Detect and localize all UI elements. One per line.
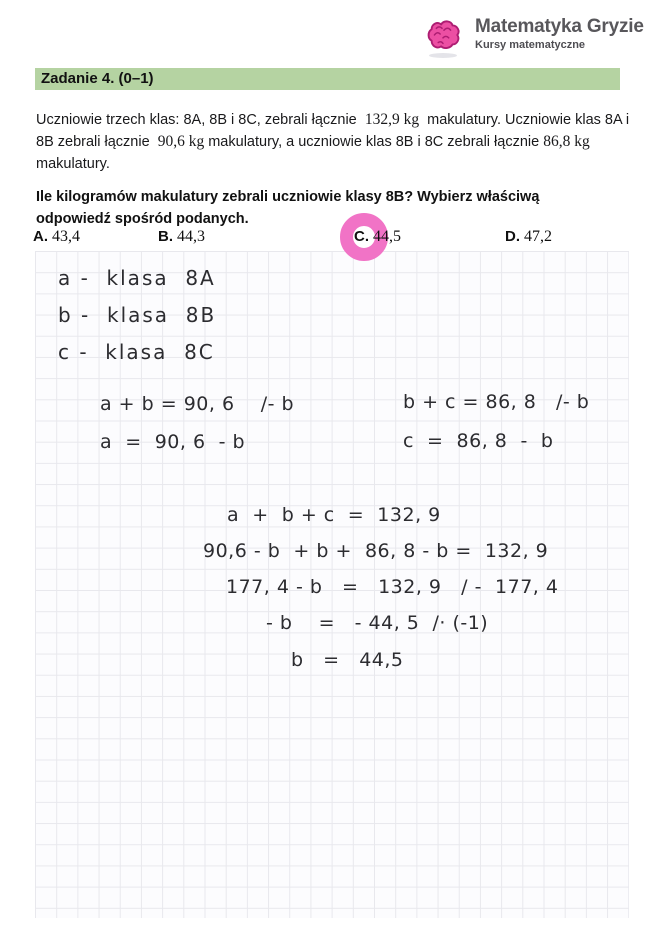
handwritten-equation: a = 90, 6 - b (100, 431, 246, 453)
brain-icon (424, 13, 462, 59)
brand-subtitle: Kursy matematyczne (475, 39, 586, 51)
problem-number: 132,9 kg (364, 110, 420, 128)
answer-option-a (33, 228, 80, 246)
brand-title: Matematyka Gryzie (475, 16, 644, 37)
problem-seg: Uczniowie trzech klas: 8A, 8B i 8C, zebrali łącznie (36, 111, 365, 128)
answer-value: 47,2 (524, 228, 552, 245)
answer-label: D. (505, 228, 520, 245)
answer-option-b (158, 228, 205, 246)
answer-value: 44,3 (177, 228, 205, 245)
brand-logo (424, 13, 644, 59)
answer-label: A. (33, 228, 48, 245)
problem-seg: makulatury, a uczniowie klas 8B i 8C zebrali łącznie (204, 133, 544, 150)
answer-option-d (505, 228, 552, 246)
handwritten-definition: b - klasa 8B (58, 303, 217, 327)
answer-value: 43,4 (52, 228, 80, 245)
problem-text (36, 109, 634, 176)
handwritten-equation: a + b = 90, 6 /- b (100, 393, 295, 415)
handwritten-result: b = 44,5 (291, 649, 404, 671)
answer-option-c (354, 228, 401, 246)
handwritten-definition: c - klasa 8C (58, 340, 215, 364)
handwritten-equation: - b = - 44, 5 /· (-1) (266, 612, 489, 634)
answer-value: 44,5 (373, 228, 401, 245)
problem-seg: makulatury. Uczniowie klas 8A i 8B zebrali łącznie (36, 111, 634, 150)
handwritten-equation: c = 86, 8 - b (403, 430, 554, 452)
problem-number: 90,6 kg (157, 132, 205, 150)
task-header: Zadanie 4. (0–1) (35, 68, 620, 90)
answer-label: C. (354, 228, 369, 245)
brain-icon-svg (424, 13, 462, 55)
problem-seg: makulatury. (36, 133, 594, 173)
answer-label: B. (158, 228, 173, 245)
question-text: Ile kilogramów makulatury zebrali uczniowie klasy 8B? Wybierz właściwą odpowiedź spośród podanych. (36, 188, 540, 227)
handwritten-equation: 177, 4 - b = 132, 9 / - 177, 4 (226, 576, 559, 598)
brand-text (475, 13, 644, 51)
handwritten-definition: a - klasa 8A (58, 266, 216, 290)
brain-shadow (429, 53, 457, 58)
handwritten-equation: a + b + c = 132, 9 (227, 504, 441, 526)
handwritten-equation: b + c = 86, 8 /- b (403, 391, 590, 413)
handwritten-equation: 90,6 - b + b + 86, 8 - b = 132, 9 (203, 540, 549, 562)
problem-number: 86,8 kg (543, 132, 590, 150)
